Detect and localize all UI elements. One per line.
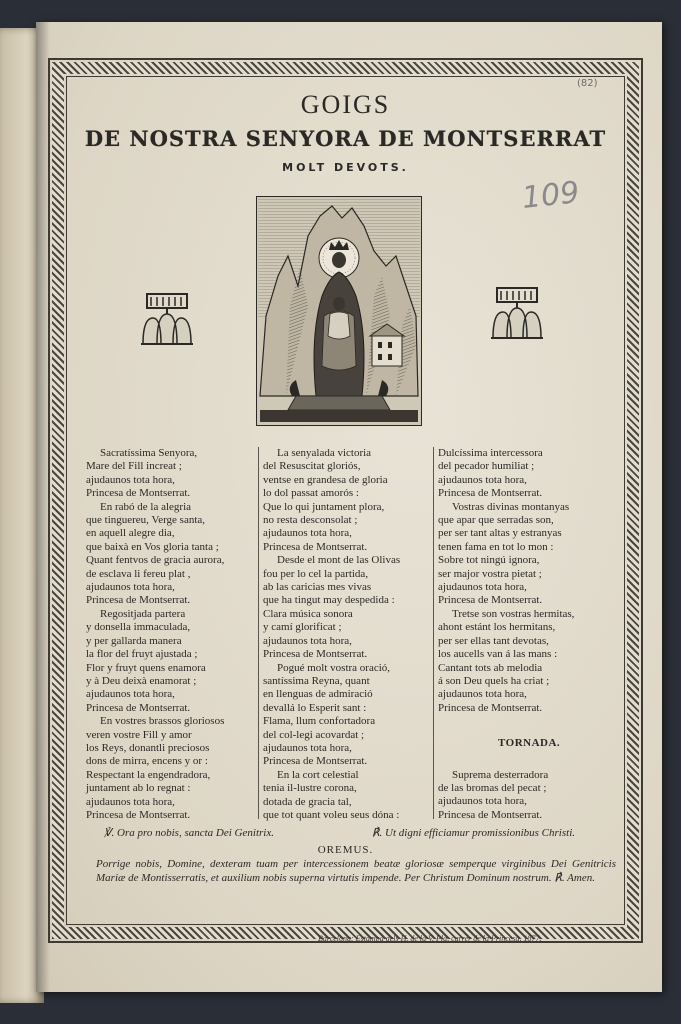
verse-line: dotada de gracia tal,: [263, 795, 352, 808]
verse-line: que ha tingut may despedida :: [263, 594, 395, 607]
verse-line: Vostras divinas montanyas: [452, 500, 570, 513]
verse-column-3: [438, 447, 574, 822]
verse-line: santíssima Reyna, quant: [263, 674, 370, 687]
verse-line: Princesa de Montserrat.: [86, 701, 191, 714]
verse-line: Pogué molt vostra oració,: [277, 661, 391, 674]
verse-line: ajudaunos tota hora,: [263, 527, 352, 540]
verse-line: Sobre tot ningú ignora,: [438, 554, 540, 567]
montserrat-emblem-right: [491, 282, 543, 340]
verse-line: per ser ellas tant devotas,: [438, 634, 549, 647]
verse-line: ab las caricias mes vivas: [263, 581, 372, 594]
verse-line: Clara música sonora: [263, 607, 353, 620]
verse-line: per ser tant altas y estranyas: [438, 527, 562, 540]
verse-line: que apar que serradas son,: [438, 514, 554, 527]
verse-line: Que lo qui juntament plora,: [263, 500, 385, 513]
verse-line: Princesa de Montserrat.: [86, 594, 191, 607]
verse-line: ahont estánt los hermitans,: [438, 621, 556, 634]
verse-line: del pecador humiliat ;: [438, 460, 535, 473]
verse-line: y per gallarda manera: [86, 634, 182, 647]
tornada-heading: TORNADA.: [498, 737, 561, 750]
verse-column-2: [263, 447, 400, 822]
verse-line: ajudaunos tota hora,: [86, 688, 175, 701]
verse-line: Princesa de Montserrat.: [86, 487, 191, 500]
verse-line: y à Deu deixà enamorat ;: [86, 674, 197, 687]
verse-line: ajudaunos tota hora,: [86, 473, 175, 486]
verse-line: ajudaunos tota hora,: [438, 581, 527, 594]
verse-line: ventse en grandesa de gloria: [263, 473, 388, 486]
verse-line: En vostres brassos gloriosos: [100, 715, 225, 728]
catalog-mark: (82): [577, 78, 598, 89]
page-tagline: MOLT DEVOTS.: [282, 161, 409, 174]
column-rule-1: [258, 447, 259, 819]
verse-line: de esclava li fereu plat ,: [86, 567, 191, 580]
verse-line: en llenguas de admiració: [263, 688, 373, 701]
verse-line: que tinguereu, Verge santa,: [86, 514, 206, 527]
verse-line: lo dol passat amorós :: [263, 487, 359, 500]
montserrat-emblem-left: [141, 288, 193, 346]
verse-line: Desde el mont de las Olivas: [277, 554, 401, 567]
verse-line: en aquell alegre dia,: [86, 527, 175, 540]
verse-line: Princesa de Montserrat.: [438, 701, 543, 714]
page-title: GOIGS: [300, 90, 391, 119]
verse-line: del Resuscitat gloriós,: [263, 460, 361, 473]
verse-line: En rabó de la alegria: [100, 500, 192, 513]
verse-line: Sacratíssima Senyora,: [100, 447, 198, 459]
verse-line: tenen fama en tot lo mon :: [438, 540, 554, 553]
verse-line: Cantant tots ab melodia: [438, 661, 543, 674]
verse-line: Princesa de Montserrat.: [438, 487, 543, 500]
versicle: ℣. Ora pro nobis, sancta Dei Genitrix.: [104, 827, 274, 839]
verse-column-1: [86, 447, 224, 822]
verse-line: ajudaunos tota hora,: [438, 473, 527, 486]
verse-line: Regositjada partera: [100, 607, 186, 620]
column-rule-2: [433, 447, 434, 819]
verse-line: dons de mirra, encens y or :: [86, 755, 208, 768]
folio-number: 109: [520, 175, 581, 216]
verse-line: Princesa de Montserrat.: [438, 808, 543, 821]
verse-line: la flor del fruyt ajustada ;: [86, 648, 198, 661]
closing-prayer: Porrige nobis, Domine, dexteram tuam per intercessionem beatæ gloriosæ semperque virginibus Dei Genitricis Mariæ de Montisserratis, et auxilium nobis superna virtutis impende. Per Christum Dominum nostrum. ℟. Amen.: [96, 858, 616, 884]
verse-line: Dulcíssima intercessora: [438, 447, 543, 459]
verse-line: fou per lo cel la partida,: [263, 567, 369, 580]
verse-line: los Reys, donantli preciosos: [86, 741, 210, 754]
virgin-of-montserrat-engraving: [256, 196, 422, 426]
verse-line: juntament ab lo regnat :: [86, 782, 191, 795]
verse-line: En la cort celestial: [277, 768, 359, 781]
verse-line: veren vostre Fill y amor: [86, 728, 192, 741]
verse-line: Princesa de Montserrat.: [438, 594, 543, 607]
page-subtitle: DE NOSTRA SENYORA DE MONTSERRAT: [84, 126, 607, 151]
verse-line: ajudaunos tota hora,: [263, 741, 352, 754]
verse-line: y donsella immaculada,: [86, 621, 191, 634]
verse-line: Suprema desterradora: [452, 768, 549, 781]
verse-line: ajudaunos tota hora,: [438, 688, 527, 701]
verse-line: ajudaunos tota hora,: [263, 634, 352, 647]
verse-line: que baixà en Vos gloria tanta ;: [86, 540, 219, 553]
verse-line: Quant fentvos de gracia aurora,: [86, 554, 225, 567]
response: ℟. Ut digni efficiamur promissionibus Christi.: [372, 827, 575, 839]
printer-imprint: Barcelona: Estampa dels H. de la V. Pla, carrer de la Princesa, 1877.: [318, 934, 542, 943]
verse-line: Princesa de Montserrat.: [263, 540, 368, 553]
verse-line: Mare del Fill increat ;: [86, 460, 182, 473]
verse-line: La senyalada victoria: [277, 447, 372, 459]
oremus-heading: OREMUS.: [317, 844, 374, 856]
verse-line: del col-legi acovardat ;: [263, 728, 365, 741]
verse-line: que tot quant voleu seus dóna :: [263, 808, 400, 821]
verse-line: Tretse son vostras hermitas,: [452, 607, 575, 620]
verse-line: ajudaunos tota hora,: [86, 795, 175, 808]
verse-line: y camí glorificat ;: [263, 621, 342, 634]
verse-line: Respectant la engendradora,: [86, 768, 211, 781]
verse-line: ajudaunos tota hora,: [438, 795, 527, 808]
verse-line: á son Deu quels ha criat ;: [438, 674, 550, 687]
verse-line: Princesa de Montserrat.: [86, 808, 191, 821]
verse-line: Flor y fruyt quens enamora: [86, 661, 206, 674]
verse-line: de las bromas del pecat ;: [438, 781, 547, 794]
verse-line: ser major vostra pietat ;: [438, 567, 542, 580]
verse-line: Princesa de Montserrat.: [263, 648, 368, 661]
verse-line: no resta desconsolat ;: [263, 514, 358, 527]
verse-line: tenia il-lustre corona,: [263, 782, 357, 795]
verse-line: los aucells van á las mans :: [438, 648, 558, 661]
verse-line: Flama, llum confortadora: [263, 715, 376, 728]
verse-line: devallá lo Esperit sant :: [263, 701, 367, 714]
verse-line: Princesa de Montserrat.: [263, 755, 368, 768]
verse-line: ajudaunos tota hora,: [86, 581, 175, 594]
